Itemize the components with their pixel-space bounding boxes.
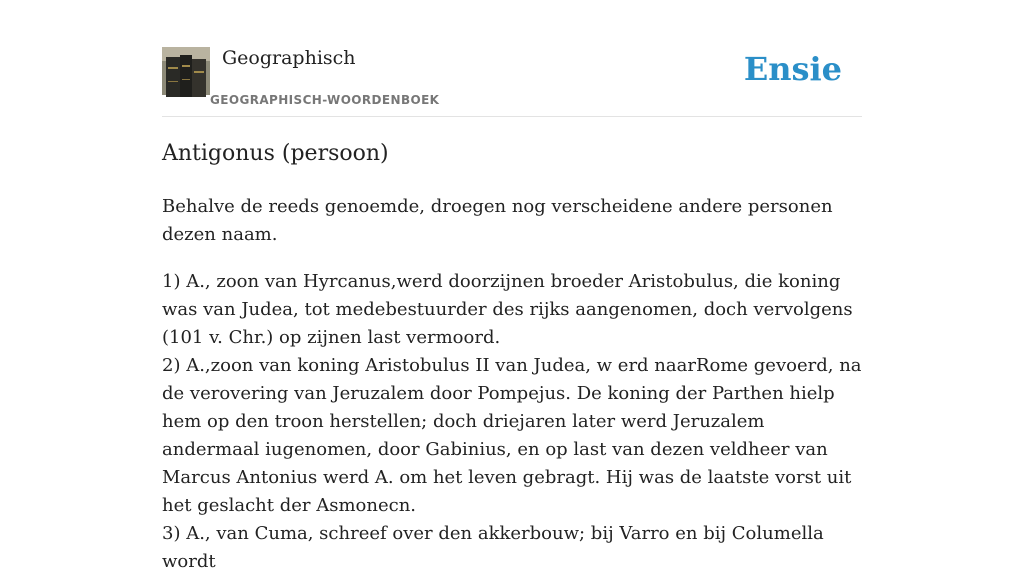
ensie-logo[interactable]: Ensie	[743, 50, 842, 88]
dictionary-avatar[interactable]	[162, 47, 210, 95]
entry-items	[162, 268, 862, 576]
entry-item: 3) A., van Cuma, schreef over den akkerbouw; bij Varro en bij Columella wordt	[162, 523, 824, 572]
dictionary-title[interactable]: Geographisch	[222, 47, 356, 69]
entry-item: 2) A.,zoon van koning Aristobulus II van Judea, w erd naarRome gevoerd, na de verovering van Jeruzalem door Pompejus. De koning der Parthen hielp hem op den troon herstellen; doch driejaren later werd Jeruzalem andermaal iugenomen, door Gabinius, en op last van dezen veldheer van Marcus Antonius werd A. om het leven gebragt. Hij was de laatste vorst uit het geslacht der Asmonecn.	[162, 355, 862, 516]
article	[162, 138, 862, 576]
site-header	[162, 40, 862, 117]
entry-intro: Behalve de reeds genoemde, droegen nog verscheidene andere personen dezen naam.	[162, 196, 833, 245]
entry-item: 1) A., zoon van Hyrcanus,werd doorzijnen broeder Aristobulus, die koning was van Judea, tot medebestuurder des rijks aangenomen, doch vervolgens (101 v. Chr.) op zijnen last vermoord.	[162, 271, 853, 348]
dictionary-slug[interactable]: GEOGRAPHISCH-WOORDENBOEK	[210, 93, 440, 107]
books-image	[162, 47, 210, 95]
entry-title: Antigonus (persoon)	[162, 141, 389, 166]
